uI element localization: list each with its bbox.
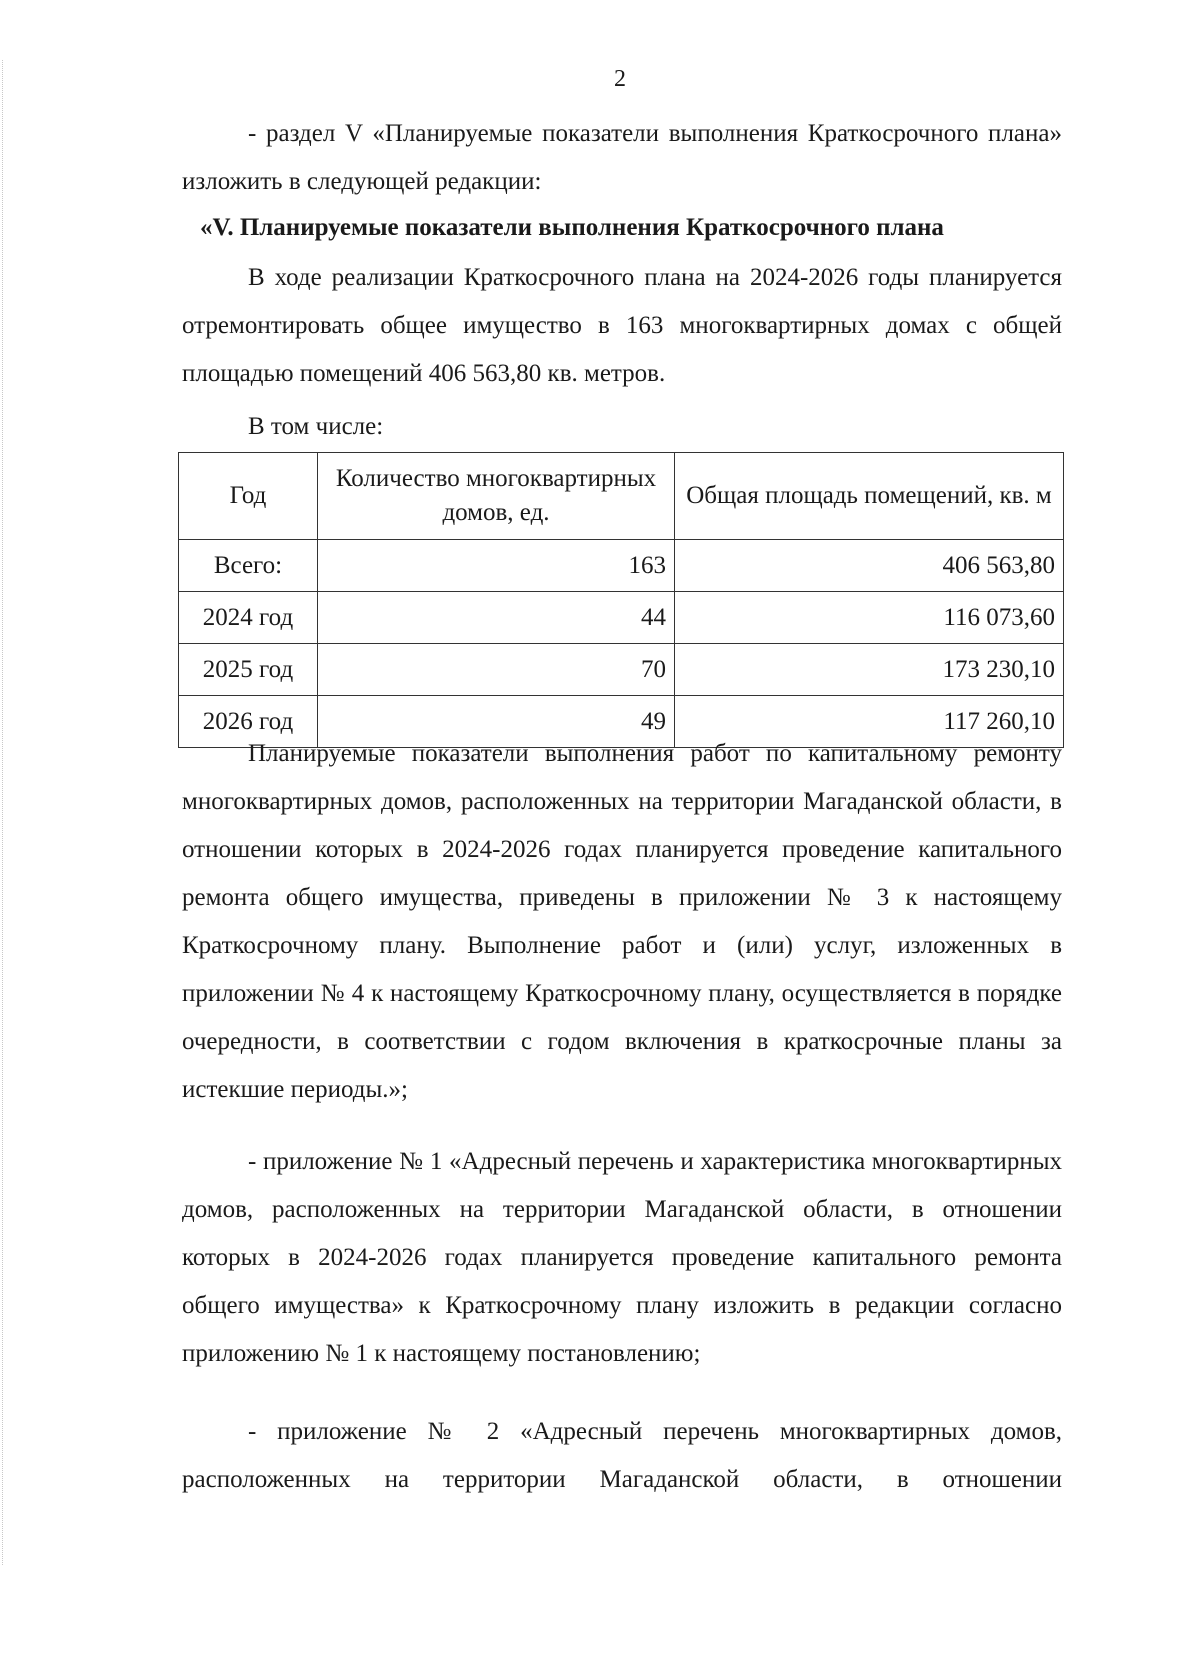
cell-year: 2025 год [179, 644, 318, 696]
header-count: Количество многоквартирных домов, ед. [318, 453, 675, 540]
header-year: Год [179, 453, 318, 540]
cell-area: 117 260,10 [675, 696, 1064, 748]
cell-count: 70 [318, 644, 675, 696]
table-header-row [179, 453, 1064, 540]
plan-indicators-table [178, 452, 1064, 748]
cell-year: Всего: [179, 540, 318, 592]
table-row [179, 644, 1064, 696]
table-row [179, 540, 1064, 592]
appendix-1-paragraph: - приложение № 1 «Адресный перечень и характеристика многоквартирных домов, расположенных на территории Магаданской области, в отношении которых в 2024-2026 годах планируется проведение капитального ремонта общего имущества» к Краткосрочному плану изложить в редакции согласно приложению № 1 к настоящему постановлению; [182, 1148, 1062, 1367]
cell-count: 163 [318, 540, 675, 592]
intro-paragraph: - раздел V «Планируемые показатели выполнения Краткосрочного плана» изложить в следующей редакции: [182, 120, 1062, 195]
including-label: В том числе: [248, 413, 384, 440]
summary-paragraph: В ходе реализации Краткосрочного плана на 2024-2026 годы планируется отремонтировать общее имущество в 163 многоквартирных домах с общей площадью помещений 406 563,80 кв. метров. [182, 264, 1062, 387]
scan-edge-artifact [2, 60, 5, 1565]
cell-area: 406 563,80 [675, 540, 1064, 592]
indicators-paragraph: Планируемые показатели выполнения работ по капитальному ремонту многоквартирных домов, расположенных на территории Магаданской области, в отношении которых в 2024-2026 годах планируется проведение капитального ремонта общего имущества, приведены в приложении № 3 к настоящему Краткосрочному плану. Выполнение работ и (или) услуг, изложенных в приложении № 4 к настоящему Краткосрочному плану, осуществляется в порядке очередности, в соответствии с годом включения в краткосрочные планы за истекшие периоды.»; [182, 740, 1062, 1103]
section-heading: «V. Планируемые показатели выполнения Краткосрочного плана [200, 214, 944, 241]
cell-year: 2024 год [179, 592, 318, 644]
cell-count: 44 [318, 592, 675, 644]
header-area: Общая площадь помещений, кв. м [675, 453, 1064, 540]
cell-year: 2026 год [179, 696, 318, 748]
page-number: 2 [614, 66, 626, 92]
cell-count: 49 [318, 696, 675, 748]
appendix-2-paragraph: - приложение № 2 «Адресный перечень многоквартирных домов, расположенных на территории Магаданской области, в отношении [182, 1418, 1062, 1493]
cell-area: 116 073,60 [675, 592, 1064, 644]
table-row [179, 592, 1064, 644]
cell-area: 173 230,10 [675, 644, 1064, 696]
